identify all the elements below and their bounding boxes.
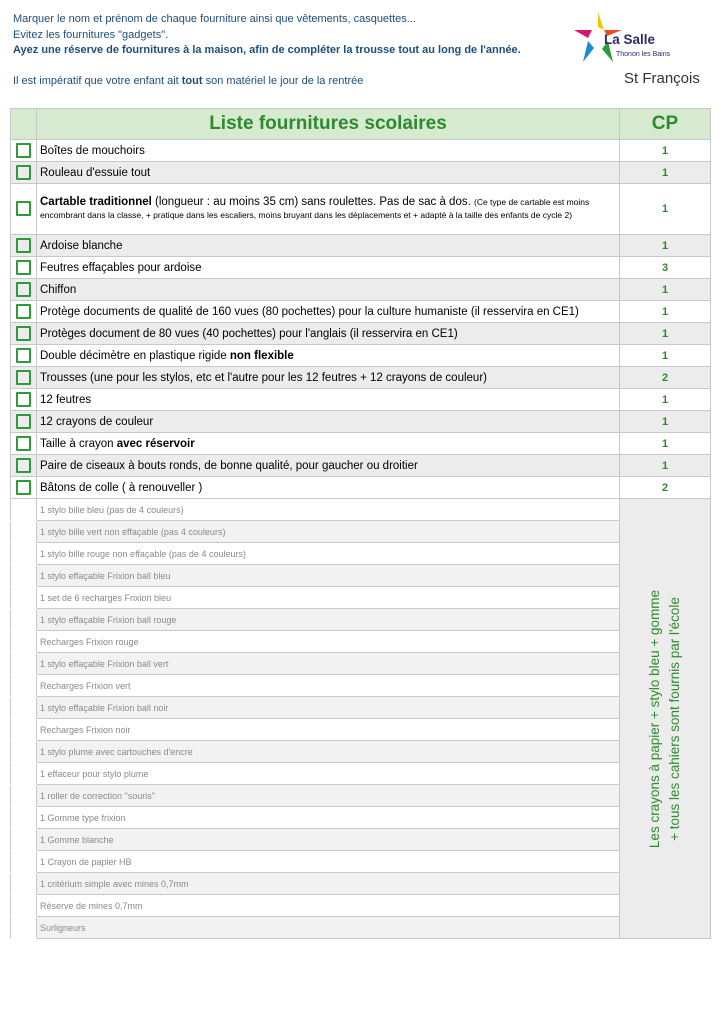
checkbox[interactable] [16,238,31,253]
item-label-note: (Ce type de cartable est moins encombrant dans la classe, + pratique dans les escaliers, moins bruyant dans les déplacements et + adapté à la taille des enfants de cycle 2) [40,197,590,220]
checkbox[interactable] [16,201,31,216]
table-row [11,367,711,389]
supplied-item-label: 1 Crayon de papier HB [37,851,620,873]
table-row [11,785,711,807]
item-label: Feutres effaçables pour ardoise [37,257,620,279]
school-supplied-note-text [645,554,685,884]
table-row [11,565,711,587]
supplied-item-label: Recharges Frixion rouge [37,631,620,653]
item-label [37,184,620,235]
table-row [11,631,711,653]
logo-place: St François [624,70,700,87]
item-label: Protèges document de 80 vues (40 pochettes) pour l'anglais (il resservira en CE1) [37,323,620,345]
logo-title: La Salle [604,32,656,47]
supplied-item-label: 1 stylo effaçable Frixion ball noir [37,697,620,719]
item-quantity: 1 [620,140,711,162]
header-blank-cell [11,109,37,140]
supplied-item-label: 1 stylo bille bleu (pas de 4 couleurs) [37,499,620,521]
checkbox[interactable] [16,480,31,495]
supplied-item-label: Recharges Frixion vert [37,675,620,697]
table-row [11,653,711,675]
checkbox[interactable] [16,370,31,385]
item-quantity: 2 [620,477,711,499]
note-line-2: + tous les cahiers sont fournis par l'école [667,596,682,841]
table-row [11,235,711,257]
note-line-1: Les crayons à papier + stylo bleu + gomme [647,589,662,848]
table-row [11,609,711,631]
table-row [11,675,711,697]
item-label-bold: avec réservoir [116,437,195,450]
header-line-4-start: Il est impératif que votre enfant ait [13,74,182,87]
item-label-bold: Cartable traditionnel [40,196,152,208]
item-quantity: 2 [620,367,711,389]
supplied-item-label: 1 stylo effaçable Frixion ball vert [37,653,620,675]
table-row [11,807,711,829]
item-quantity: 1 [620,433,711,455]
item-label: Chiffon [37,279,620,301]
supplied-item-label: 1 Gomme type frixion [37,807,620,829]
table-row [11,521,711,543]
item-label: 12 feutres [37,389,620,411]
table-row [11,433,711,455]
table-row [11,741,711,763]
checkbox[interactable] [16,458,31,473]
table-row [11,301,711,323]
checkbox[interactable] [16,436,31,451]
item-label: Rouleau d'essuie tout [37,162,620,184]
item-label: Paire de ciseaux à bouts ronds, de bonne qualité, pour gaucher ou droitier [37,455,620,477]
table-header-row [11,109,711,140]
supplied-item-label: 1 stylo bille vert non effaçable (pas 4 couleurs) [37,521,620,543]
checkbox[interactable] [16,282,31,297]
item-quantity: 3 [620,257,711,279]
item-label: Boîtes de mouchoirs [37,140,620,162]
header-notes [13,12,573,89]
item-label-text: (longueur : au moins 35 cm) sans roulettes. Pas de sac à dos. [151,196,474,208]
supplied-item-label: 1 effaceur pour stylo plume [37,763,620,785]
item-label [37,345,620,367]
checkbox[interactable] [16,165,31,180]
item-quantity: 1 [620,345,711,367]
item-quantity: 1 [620,301,711,323]
header-line-4 [13,74,573,90]
item-quantity: 1 [620,455,711,477]
table-row [11,895,711,917]
header-line-1: Marquer le nom et prénom de chaque fourniture ainsi que vêtements, casquettes... [13,13,416,25]
table-row [11,697,711,719]
column-cp: CP [620,109,711,140]
supplied-item-label: Réserve de mines 0,7mm [37,895,620,917]
table-row [11,140,711,162]
table-row [11,829,711,851]
table-row [11,873,711,895]
table-row [11,455,711,477]
school-supplied-note [620,499,711,939]
item-label-bold: non flexible [229,349,294,362]
supplied-item-label: 1 stylo effaçable Frixion ball bleu [37,565,620,587]
supplied-item-label: 1 roller de correction "souris" [37,785,620,807]
checkbox[interactable] [16,326,31,341]
supplied-item-label: Recharges Frixion noir [37,719,620,741]
header-line-3: Ayez une réserve de fournitures à la maison, afin de compléter la trousse tout au long de l'année. [13,44,521,56]
item-label: Trousses (une pour les stylos, etc et l'autre pour les 12 feutres + 12 crayons de couleur) [37,367,620,389]
item-quantity: 1 [620,162,711,184]
checkbox[interactable] [16,143,31,158]
table-row [11,477,711,499]
header-line-2: Evitez les fournitures "gadgets". [13,28,169,41]
table-row [11,719,711,741]
table-row [11,345,711,367]
table-row [11,499,711,521]
supplied-item-label: 1 set de 6 recharges Frixion bleu [37,587,620,609]
supplied-item-label: 1 stylo bille rouge non effaçable (pas de 4 couleurs) [37,543,620,565]
table-row [11,587,711,609]
checkbox[interactable] [16,348,31,363]
logo-subtitle: Thonon les Bains [616,51,671,58]
item-quantity: 1 [620,411,711,433]
supplied-item-label: 1 stylo effaçable Frixion ball rouge [37,609,620,631]
table-row [11,279,711,301]
item-label: Bâtons de colle ( à renouveller ) [37,477,620,499]
table-row [11,184,711,235]
table-row [11,257,711,279]
item-quantity: 1 [620,389,711,411]
table-row [11,917,711,939]
supplied-item-label: 1 Gomme blanche [37,829,620,851]
item-label: Ardoise blanche [37,235,620,257]
checkbox[interactable] [16,392,31,407]
table-row [11,763,711,785]
item-label: Protège documents de qualité de 160 vues (80 pochettes) pour la culture humaniste (il resservira en CE1) [37,301,620,323]
supplied-item-label: 1 critérium simple avec mines 0,7mm [37,873,620,895]
checkbox[interactable] [16,304,31,319]
table-row [11,543,711,565]
checkbox[interactable] [16,414,31,429]
la-salle-logo [574,10,714,90]
supplied-item-label: 1 stylo plume avec cartouches d'encre [37,741,620,763]
checkbox[interactable] [16,260,31,275]
table-row [11,851,711,873]
supplies-table [10,108,711,939]
item-quantity: 1 [620,279,711,301]
item-quantity: 1 [620,323,711,345]
item-label: 12 crayons de couleur [37,411,620,433]
table-row [11,389,711,411]
table-row [11,162,711,184]
item-label-text: Double décimètre en plastique rigide [40,349,230,362]
item-label-text: Taille à crayon [40,437,117,450]
table-row [11,323,711,345]
table-title: Liste fournitures scolaires [37,109,620,140]
header-line-4-bold: tout [181,74,203,87]
header-line-4-end: son matériel le jour de la rentrée [202,74,364,87]
item-quantity: 1 [620,235,711,257]
item-quantity: 1 [620,184,711,235]
table-row [11,411,711,433]
supplied-item-label: Surligneurs [37,917,620,939]
item-label [37,433,620,455]
